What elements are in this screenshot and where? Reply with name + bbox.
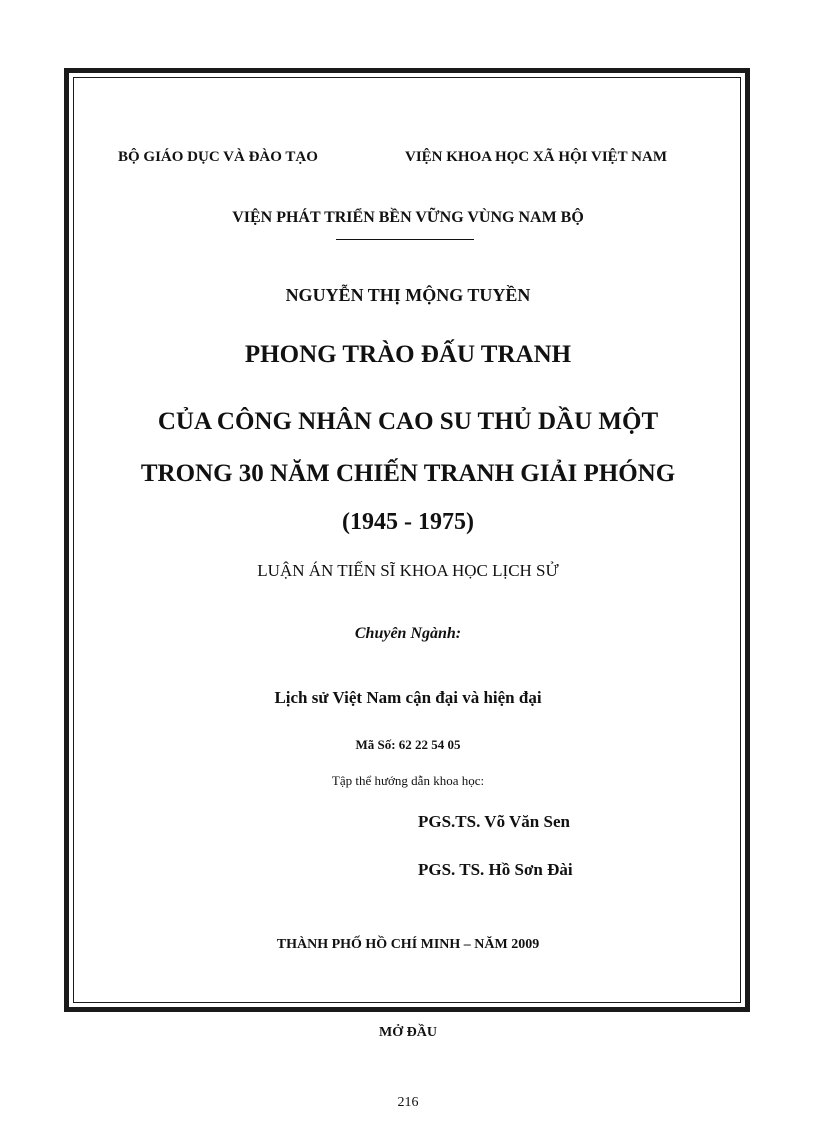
- thesis-title-line-3: TRONG 30 NĂM CHIẾN TRANH GIẢI PHÓNG: [140, 460, 676, 487]
- thesis-title-years: (1945 - 1975): [342, 509, 474, 535]
- thesis-title-line-1: PHONG TRÀO ĐẤU TRANH: [244, 341, 572, 368]
- institute-name: VIỆN PHÁT TRIỂN BỀN VỮNG VÙNG NAM BỘ: [232, 209, 584, 226]
- page-number: 216: [397, 1095, 419, 1110]
- advisors-label: Tập thể hướng dẫn khoa học:: [331, 773, 485, 788]
- thesis-title-line-2: CỦA CÔNG NHÂN CAO SU THỦ DẦU MỘT: [157, 408, 659, 435]
- academy-name: VIỆN KHOA HỌC XÃ HỘI VIỆT NAM: [405, 149, 667, 165]
- header-divider: [336, 239, 474, 240]
- ministry-name: BỘ GIÁO DỤC VÀ ĐÀO TẠO: [118, 149, 318, 165]
- place-and-year: THÀNH PHỐ HỒ CHÍ MINH – NĂM 2009: [276, 937, 540, 952]
- degree-type: LUẬN ÁN TIẾN SĨ KHOA HỌC LỊCH SỬ: [257, 561, 559, 580]
- section-title: MỞ ĐẦU: [379, 1025, 437, 1040]
- advisor-name: PGS.TS. Võ Văn Sen: [418, 812, 570, 831]
- major-label: Chuyên Ngành:: [354, 625, 462, 642]
- advisor-name: PGS. TS. Hồ Sơn Đài: [418, 860, 573, 879]
- author-name: NGUYỄN THỊ MỘNG TUYỀN: [285, 285, 531, 305]
- major-name: Lịch sử Việt Nam cận đại và hiện đại: [274, 688, 542, 707]
- major-code: Mã Số: 62 22 54 05: [355, 737, 461, 752]
